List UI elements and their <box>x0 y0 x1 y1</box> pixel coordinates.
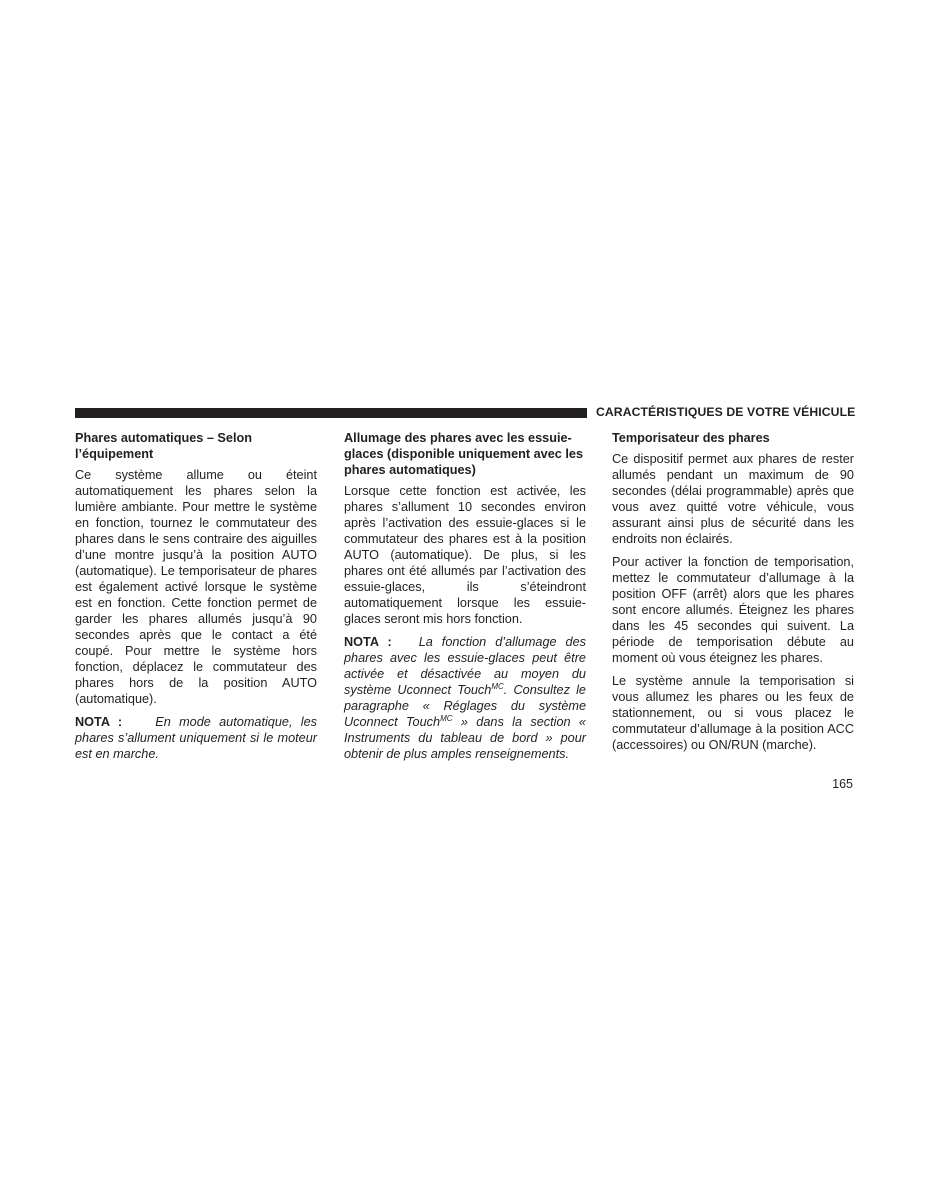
note-text-part3: » dans la section « Instruments du tableau de bord » pour obtenir de plus amples renseignements. <box>344 715 586 761</box>
section-header-bar <box>75 408 587 418</box>
note-text: En mode automatique, les phares s’allument uniquement si le moteur est en marche. <box>75 715 317 761</box>
note-label: NOTA : <box>344 635 392 649</box>
paragraph-wiper-headlights: Lorsque cette fonction est activée, les phares s’allument 10 secondes environ après l’activation des essuie-glaces si le commutateur des phares est à la position AUTO (automatique). De plus, si les phares ont été allumés par l’activation des essuie-glaces, ils s’éteindront automatiquement lorsque les essuie-glaces seront mis hors fonction. <box>344 484 586 626</box>
page-number: 165 <box>832 777 853 791</box>
paragraph-automatic-headlights: Ce système allume ou éteint automatiquement les phares selon la lumière ambiante. Pour mettre le système en fonction, tournez le commutateur des phares dans le sens contraire des aiguilles d’une montre jusqu’à la position AUTO (automatique). Le temporisateur de phares est également activé lorsque le système est en fonction. Cette fonction permet de garder les phares allumés jusqu’à 90 secondes après que le contact a été coupé. Pour mettre le système hors fonction, déplacez le commutateur des phares hors de la position AUTO (automatique). <box>75 468 317 706</box>
column-wiper-headlights <box>344 430 586 769</box>
paragraph-headlight-delay-2: Pour activer la fonction de temporisation, mettez le commutateur d’allumage à la position OFF (arrêt) alors que les phares sont encore allumés. Éteignez les phares dans les 45 secondes qui suivent. La période de temporisation débute au moment où vous éteignez les phares. <box>612 555 854 665</box>
section-title: CARACTÉRISTIQUES DE VOTRE VÉHICULE <box>596 405 856 419</box>
trademark-superscript: MC <box>440 713 453 723</box>
note-text-part2: . Consultez le paragraphe « Réglages du système Uconnect Touch <box>344 683 586 729</box>
note-label: NOTA : <box>75 715 123 729</box>
note-text-part1: La fonction d’allumage des phares avec les essuie-glaces peut être activée et désactivée au moyen du système Uconnect Touch <box>344 635 587 697</box>
note-wiper-headlights <box>344 634 586 762</box>
heading-headlight-delay: Temporisateur des phares <box>612 431 770 445</box>
note-automatic-headlights <box>75 714 317 762</box>
trademark-superscript: MC <box>491 681 504 691</box>
note-text <box>344 635 586 761</box>
column-headlight-delay <box>612 430 854 760</box>
column-automatic-headlights <box>75 430 317 769</box>
heading-wiper-headlights: Allumage des phares avec les essuie-glaces (disponible uniquement avec les phares automatiques) <box>344 431 584 477</box>
paragraph-headlight-delay-1: Ce dispositif permet aux phares de rester allumés pendant un maximum de 90 secondes (délai programmable) après que vous avez quitté votre véhicule, vous assurant ainsi plus de sécurité dans les endroits non éclairés. <box>612 452 854 546</box>
heading-automatic-headlights: Phares automatiques – Selon l’équipement <box>75 431 252 461</box>
paragraph-headlight-delay-3: Le système annule la temporisation si vous allumez les phares ou les feux de stationnement, ou si vous placez le commutateur d’allumage à la position ACC (accessoires) ou ON/RUN (marche). <box>612 674 854 752</box>
